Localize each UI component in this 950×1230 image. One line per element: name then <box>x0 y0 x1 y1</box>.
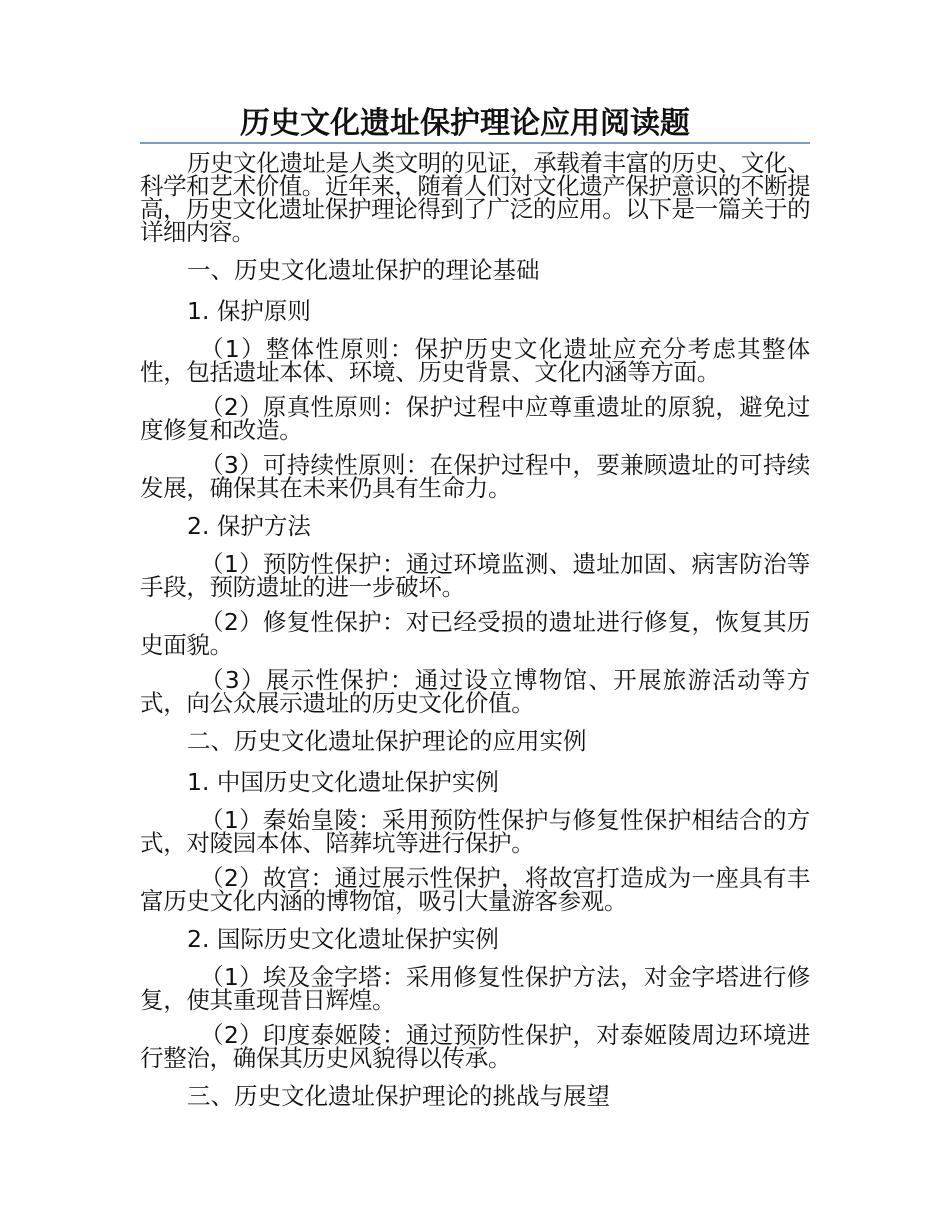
section-2-heading: 二、历史文化遗址保护理论的应用实例 <box>187 727 587 755</box>
principle-item-1: （1）整体性原则：保护历史文化遗址应充分考虑其整体性，包括遗址本体、环境、历史背景、文化内涵等方面。 <box>140 335 810 386</box>
method-item-3: （3）展示性保护：通过设立博物馆、开展旅游活动等方式，向公众展示遗址的历史文化价值。 <box>140 666 810 717</box>
intro-paragraph: 历史文化遗址是人类文明的见证，承载着丰富的历史、文化、科学和艺术价值。近年来，随着人们对文化遗产保护意识的不断提高，历史文化遗址保护理论得到了广泛的应用。以下是一篇关于的详细内容。 <box>140 149 810 246</box>
principle-item-2: （2）原真性原则：保护过程中应尊重遗址的原貌，避免过度修复和改造。 <box>140 393 810 444</box>
intl-example-1: （1）埃及金字塔：采用修复性保护方法，对金字塔进行修复，使其重现昔日辉煌。 <box>140 963 810 1014</box>
section-2-sub-2-heading: 2. 国际历史文化遗址保护实例 <box>187 925 499 953</box>
section-1-sub-1-heading: 1. 保护原则 <box>187 297 311 325</box>
section-3-heading: 三、历史文化遗址保护理论的挑战与展望 <box>187 1082 610 1110</box>
china-example-2: （2）故宫：通过展示性保护，将故宫打造成为一座具有丰富历史文化内涵的博物馆，吸引大量游客参观。 <box>140 864 810 915</box>
principle-item-3: （3）可持续性原则：在保护过程中，要兼顾遗址的可持续发展，确保其在未来仍具有生命力。 <box>140 451 810 502</box>
section-1-sub-2-heading: 2. 保护方法 <box>187 512 311 540</box>
method-item-1: （1）预防性保护：通过环境监测、遗址加固、病害防治等手段，预防遗址的进一步破坏。 <box>140 550 810 601</box>
china-example-1: （1）秦始皇陵：采用预防性保护与修复性保护相结合的方式，对陵园本体、陪葬坑等进行保护。 <box>140 806 810 857</box>
section-2-sub-1-heading: 1. 中国历史文化遗址保护实例 <box>187 768 499 796</box>
title-rule <box>140 104 810 144</box>
document-body <box>140 149 810 1123</box>
document-title: 历史文化遗址保护理论应用阅读题 <box>240 106 690 141</box>
intl-example-2: （2）印度泰姬陵：通过预防性保护，对泰姬陵周边环境进行整治，确保其历史风貌得以传承。 <box>140 1021 810 1072</box>
method-item-2: （2）修复性保护：对已经受损的遗址进行修复，恢复其历史面貌。 <box>140 608 810 659</box>
section-1-heading: 一、历史文化遗址保护的理论基础 <box>187 256 540 284</box>
